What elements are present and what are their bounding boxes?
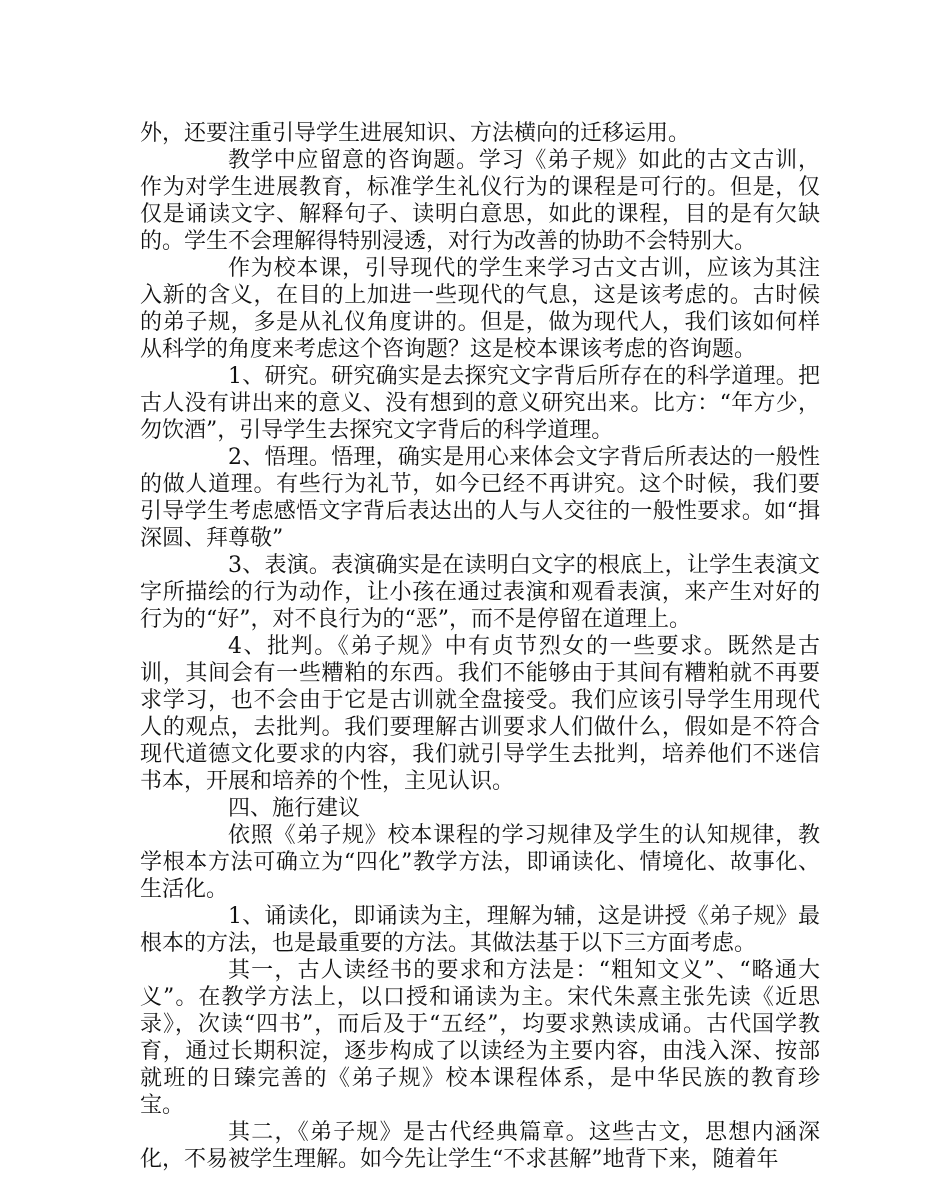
paragraph: 1、诵读化，即诵读为主，理解为辅，这是讲授《弟子规》最根本的方法，也是最重要的方法。其做法基于以下三方面考虑。 [140, 904, 820, 956]
section-heading: 四、施行建议 [228, 796, 361, 821]
paragraph: 1、研究。研究确实是去探究文字背后所存在的科学道理。把古人没有讲出来的意义、没有想到的意义研究出来。比方：“年方少，勿饮酒”，引导学生去探究文字背后的科学道理。 [140, 364, 820, 443]
paragraph: 外，还要注重引导学生进展知识、方法横向的迁移运用。 [140, 121, 691, 146]
paragraph: 4、批判。《弟子规》中有贞节烈女的一些要求。既然是古训，其间会有一些糟粕的东西。我们不能够由于其间有糟粕就不再要求学习，也不会由于它是古训就全盘接受。我们应该引导学生用现代人的观点，去批判。我们要理解古训要求人们做什么，假如是不符合现代道德文化要求的内容，我们就引导学生去批判，培养他们不迷信书本，开展和培养的个性，主见认识。 [140, 634, 820, 794]
paragraph: 依照《弟子规》校本课程的学习规律及学生的认知规律，教学根本方法可确立为“四化”教学方法，即诵读化、情境化、故事化、生活化。 [140, 823, 820, 902]
document-body [140, 120, 820, 1173]
paragraph: 其二，《弟子规》是古代经典篇章。这些古文，思想内涵深化，不易被学生理解。如今先让学生“不求甚解”地背下来，随着年 [140, 1120, 820, 1172]
paragraph: 教学中应留意的咨询题。学习《弟子规》如此的古文古训，作为对学生进展教育，标准学生礼仪行为的课程是可行的。但是，仅仅是诵读文字、解释句子、读明白意思，如此的课程，目的是有欠缺的。学生不会理解得特别浸透，对行为改善的协助不会特别大。 [140, 148, 820, 254]
paragraph: 其一，古人读经书的要求和方法是：“粗知文义”、“略通大义”。在教学方法上，以口授和诵读为主。宋代朱熹主张先读《近思录》，次读“四书”，而后及于“五经”，均要求熟读成诵。古代国学教育，通过长期积淀，逐步构成了以读经为主要内容，由浅入深、按部就班的日臻完善的《弟子规》校本课程体系，是中华民族的教育珍宝。 [140, 958, 820, 1118]
paragraph: 作为校本课，引导现代的学生来学习古文古训，应该为其注入新的含义，在目的上加进一些现代的气息，这是该考虑的。古时候的弟子规，多是从礼仪角度讲的。但是，做为现代人，我们该如何样从科学的角度来考虑这个咨询题？这是校本课该考虑的咨询题。 [140, 256, 820, 362]
paragraph: 3、表演。表演确实是在读明白文字的根底上，让学生表演文字所描绘的行为动作，让小孩在通过表演和观看表演，来产生对好的行为的“好”，对不良行为的“恶”，而不是停留在道理上。 [140, 553, 820, 632]
paragraph: 2、悟理。悟理，确实是用心来体会文字背后所表达的一般性的做人道理。有些行为礼节，如今已经不再讲究。这个时候，我们要引导学生考虑感悟文字背后表达出的人与人交往的一般性要求。如“揖深圆、拜尊敬” [140, 445, 820, 551]
